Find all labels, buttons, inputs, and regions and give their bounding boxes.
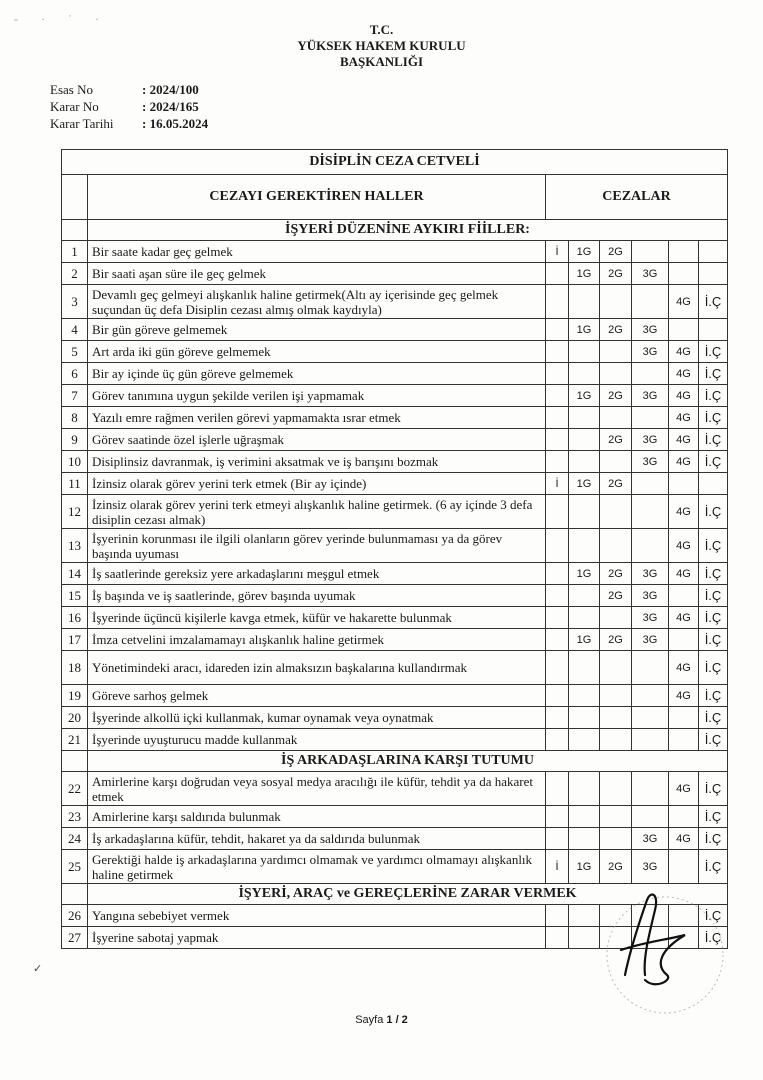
offense-description: İş arkadaşlarına küfür, tehdit, hakaret ya da saldırıda bulunmak — [88, 828, 546, 850]
penalty-cell: 2G — [600, 473, 632, 495]
offense-description: Yazılı emre rağmen verilen görevi yapmamakta ısrar etmek — [88, 407, 546, 429]
offense-description: İmza cetvelini imzalamamayı alışkanlık haline getirmek — [88, 629, 546, 651]
table-row — [62, 407, 728, 429]
penalty-cell: 1G — [569, 473, 600, 495]
penalty-cell: 4G — [669, 341, 699, 363]
table-row — [62, 905, 728, 927]
table-row — [62, 927, 728, 949]
penalty-cell — [632, 772, 669, 806]
penalty-cell: İ.Ç — [699, 927, 728, 949]
penalty-cell: İ — [546, 241, 569, 263]
table-row — [62, 385, 728, 407]
offense-description: İşyerinde üçüncü kişilerle kavga etmek, küfür ve hakarette bulunmak — [88, 607, 546, 629]
table-row — [62, 429, 728, 451]
penalty-cell: İ.Ç — [699, 850, 728, 884]
penalty-cell — [600, 772, 632, 806]
penalty-cell — [569, 585, 600, 607]
offense-description: İzinsiz olarak görev yerini terk etmek (Bir ay içinde) — [88, 473, 546, 495]
table-row — [62, 629, 728, 651]
offense-description: Bir saate kadar geç gelmek — [88, 241, 546, 263]
penalty-cell: 3G — [632, 319, 669, 341]
row-number: 3 — [62, 285, 88, 319]
penalty-cell — [546, 563, 569, 585]
row-number: 27 — [62, 927, 88, 949]
section-row — [62, 751, 728, 772]
penalty-cell — [632, 241, 669, 263]
document-header — [0, 22, 763, 70]
row-number: 11 — [62, 473, 88, 495]
row-number: 25 — [62, 850, 88, 884]
section-blank-cell — [62, 751, 88, 772]
penalty-cell: 3G — [632, 341, 669, 363]
penalty-cell — [669, 319, 699, 341]
penalty-cell: 4G — [669, 407, 699, 429]
penalty-cell — [669, 585, 699, 607]
penalty-cell: İ.Ç — [699, 828, 728, 850]
section-row — [62, 884, 728, 905]
penalty-cell: 4G — [669, 385, 699, 407]
penalty-cell: 4G — [669, 651, 699, 685]
penalty-cell: İ.Ç — [699, 905, 728, 927]
page-number: 1 / 2 — [386, 1014, 408, 1026]
column-header-penalties: CEZALAR — [546, 175, 728, 220]
penalty-cell — [600, 685, 632, 707]
row-number: 23 — [62, 806, 88, 828]
offense-description: Yangına sebebiyet vermek — [88, 905, 546, 927]
offense-description: Gerektiği halde iş arkadaşlarına yardımcı olmamak ve yardımcı olmamayı alışkanlık haline getirmek — [88, 850, 546, 884]
offense-description: İşyerinde uyuşturucu madde kullanmak — [88, 729, 546, 751]
penalty-cell — [669, 850, 699, 884]
offense-description: İşyerinde alkollü içki kullanmak, kumar oynamak veya oynatmak — [88, 707, 546, 729]
penalty-cell: İ.Ç — [699, 385, 728, 407]
penalty-cell — [632, 473, 669, 495]
header-line-1: T.C. — [369, 22, 394, 37]
row-number: 18 — [62, 651, 88, 685]
offense-description: İşyerinin korunması ile ilgili olanların görev yerinde bulunmaması ya da görev başında uyuması — [88, 529, 546, 563]
offense-description: Bir ay içinde üç gün göreve gelmemek — [88, 363, 546, 385]
penalty-cell — [546, 806, 569, 828]
penalty-cell — [546, 363, 569, 385]
penalty-cell — [569, 429, 600, 451]
case-info-row — [50, 115, 208, 132]
table-row — [62, 451, 728, 473]
penalty-cell — [600, 529, 632, 563]
penalty-cell — [632, 806, 669, 828]
offense-description: Art arda iki gün göreve gelmemek — [88, 341, 546, 363]
penalty-cell — [699, 473, 728, 495]
row-number: 26 — [62, 905, 88, 927]
offense-description: İş başında ve iş saatlerinde, görev başında uyumak — [88, 585, 546, 607]
penalty-cell: İ.Ç — [699, 651, 728, 685]
case-info-value: : 2024/100 — [142, 82, 199, 97]
penalty-cell: İ.Ç — [699, 772, 728, 806]
offense-description: Görev saatinde özel işlerle uğraşmak — [88, 429, 546, 451]
penalty-cell — [546, 341, 569, 363]
penalty-cell: 3G — [632, 629, 669, 651]
penalty-cell: 4G — [669, 451, 699, 473]
table-row — [62, 806, 728, 828]
penalty-cell — [632, 729, 669, 751]
offense-description: Amirlerine karşı saldırıda bulunmak — [88, 806, 546, 828]
offense-description: Görev tanımına uygun şekilde verilen işi yapmamak — [88, 385, 546, 407]
penalty-cell — [569, 772, 600, 806]
table-row — [62, 529, 728, 563]
penalty-cell — [546, 585, 569, 607]
penalty-cell — [546, 529, 569, 563]
penalty-cell — [669, 905, 699, 927]
penalty-cell: 2G — [600, 629, 632, 651]
penalty-cell: İ.Ç — [699, 707, 728, 729]
table-title-row — [62, 150, 728, 175]
penalty-cell: İ.Ç — [699, 806, 728, 828]
row-number: 16 — [62, 607, 88, 629]
row-number: 15 — [62, 585, 88, 607]
row-number: 10 — [62, 451, 88, 473]
penalty-cell — [632, 529, 669, 563]
row-number: 21 — [62, 729, 88, 751]
penalty-cell: 3G — [632, 607, 669, 629]
penalty-cell: İ.Ç — [699, 451, 728, 473]
footer-prefix: Sayfa — [355, 1014, 387, 1026]
row-number: 6 — [62, 363, 88, 385]
row-number: 12 — [62, 495, 88, 529]
offense-description: İşyerine sabotaj yapmak — [88, 927, 546, 949]
penalty-cell: 3G — [632, 850, 669, 884]
penalty-cell: İ.Ç — [699, 285, 728, 319]
penalty-cell — [569, 651, 600, 685]
penalty-cell — [546, 285, 569, 319]
penalty-cell — [546, 319, 569, 341]
penalty-cell — [600, 285, 632, 319]
table-row — [62, 607, 728, 629]
table-row — [62, 651, 728, 685]
penalty-cell — [546, 772, 569, 806]
penalty-cell: 4G — [669, 772, 699, 806]
penalty-cell — [632, 927, 669, 949]
table-row — [62, 729, 728, 751]
penalty-cell: 3G — [632, 263, 669, 285]
offense-description: Devamlı geç gelmeyi alışkanlık haline getirmek(Altı ay içerisinde geç gelmek suçundan üç defa Disiplin cezası almış olmak kaydıyla) — [88, 285, 546, 319]
penalty-cell: 3G — [632, 385, 669, 407]
penalty-cell: 2G — [600, 241, 632, 263]
section-title: İŞYERİ DÜZENİNE AYKIRI FİİLLER: — [88, 220, 728, 241]
penalty-cell — [546, 451, 569, 473]
penalty-cell — [569, 905, 600, 927]
penalty-cell — [569, 407, 600, 429]
penalty-cell — [600, 927, 632, 949]
row-number: 24 — [62, 828, 88, 850]
section-blank-cell — [62, 884, 88, 905]
penalty-cell: 1G — [569, 385, 600, 407]
penalty-cell: 3G — [632, 563, 669, 585]
case-info — [50, 81, 208, 132]
penalty-cell: İ.Ç — [699, 685, 728, 707]
offense-description: Bir saati aşan süre ile geç gelmek — [88, 263, 546, 285]
section-title: İŞYERİ, ARAÇ ve GEREÇLERİNE ZARAR VERMEK — [88, 884, 728, 905]
offense-description: İş saatlerinde gereksiz yere arkadaşlarını meşgul etmek — [88, 563, 546, 585]
penalty-cell: İ.Ç — [699, 363, 728, 385]
penalty-cell: 4G — [669, 563, 699, 585]
penalty-cell: 2G — [600, 385, 632, 407]
row-number: 17 — [62, 629, 88, 651]
row-number: 20 — [62, 707, 88, 729]
penalty-cell — [600, 707, 632, 729]
row-number: 8 — [62, 407, 88, 429]
penalty-cell — [546, 607, 569, 629]
table-row — [62, 495, 728, 529]
penalty-cell: 4G — [669, 363, 699, 385]
penalty-cell — [569, 729, 600, 751]
penalty-cell: İ.Ç — [699, 429, 728, 451]
row-number: 9 — [62, 429, 88, 451]
row-number: 2 — [62, 263, 88, 285]
penalty-cell — [632, 707, 669, 729]
penalty-cell — [569, 685, 600, 707]
table-row — [62, 473, 728, 495]
table-row — [62, 319, 728, 341]
offense-description: Yönetimindeki aracı, idareden izin almaksızın başkalarına kullandırmak — [88, 651, 546, 685]
penalty-cell — [600, 651, 632, 685]
penalty-cell — [699, 319, 728, 341]
penalty-cell — [600, 451, 632, 473]
case-info-label: Karar No — [50, 99, 99, 114]
penalty-cell: 1G — [569, 319, 600, 341]
penalty-cell: İ.Ç — [699, 341, 728, 363]
penalty-cell: İ.Ç — [699, 629, 728, 651]
penalty-cell: İ — [546, 473, 569, 495]
table-row — [62, 341, 728, 363]
penalty-cell — [546, 651, 569, 685]
penalty-cell: 3G — [632, 585, 669, 607]
penalty-cell: İ.Ç — [699, 407, 728, 429]
penalty-table — [61, 149, 728, 949]
row-number: 7 — [62, 385, 88, 407]
section-blank-cell — [62, 220, 88, 241]
penalty-cell — [600, 828, 632, 850]
penalty-cell: 3G — [632, 451, 669, 473]
row-number: 19 — [62, 685, 88, 707]
penalty-cell — [600, 729, 632, 751]
penalty-cell: İ.Ç — [699, 585, 728, 607]
penalty-cell: 4G — [669, 285, 699, 319]
penalty-cell — [600, 607, 632, 629]
penalty-cell — [632, 285, 669, 319]
penalty-cell: İ.Ç — [699, 729, 728, 751]
penalty-cell: İ.Ç — [699, 495, 728, 529]
penalty-cell — [546, 828, 569, 850]
case-info-row — [50, 81, 208, 98]
row-number: 1 — [62, 241, 88, 263]
penalty-cell — [546, 429, 569, 451]
penalty-cell — [669, 263, 699, 285]
penalty-cell — [546, 905, 569, 927]
penalty-cell: 2G — [600, 263, 632, 285]
row-number: 13 — [62, 529, 88, 563]
penalty-cell — [632, 407, 669, 429]
penalty-cell: 1G — [569, 241, 600, 263]
table-row — [62, 772, 728, 806]
offense-description: Bir gün göreve gelmemek — [88, 319, 546, 341]
penalty-cell — [569, 806, 600, 828]
table-row — [62, 585, 728, 607]
penalty-cell: 3G — [632, 429, 669, 451]
penalty-cell — [600, 806, 632, 828]
penalty-cell — [699, 241, 728, 263]
penalty-cell — [669, 629, 699, 651]
penalty-cell: 4G — [669, 529, 699, 563]
penalty-cell — [669, 729, 699, 751]
row-number: 14 — [62, 563, 88, 585]
penalty-cell — [699, 263, 728, 285]
penalty-cell — [569, 927, 600, 949]
penalty-cell — [600, 495, 632, 529]
table-row — [62, 828, 728, 850]
penalty-cell: İ.Ç — [699, 529, 728, 563]
penalty-cell — [569, 285, 600, 319]
table-row — [62, 707, 728, 729]
penalty-cell — [546, 407, 569, 429]
penalty-cell — [569, 707, 600, 729]
penalty-cell — [632, 651, 669, 685]
penalty-cell: 1G — [569, 629, 600, 651]
column-header-cases: CEZAYI GEREKTİREN HALLER — [88, 175, 546, 220]
case-info-value: : 16.05.2024 — [142, 116, 209, 131]
penalty-cell — [632, 495, 669, 529]
row-number: 22 — [62, 772, 88, 806]
penalty-cell: İ.Ç — [699, 607, 728, 629]
table-row — [62, 685, 728, 707]
penalty-cell — [546, 927, 569, 949]
header-blank-cell — [62, 175, 88, 220]
penalty-cell — [546, 729, 569, 751]
penalty-cell: 2G — [600, 429, 632, 451]
case-info-label: Karar Tarihi — [50, 116, 114, 131]
header-line-3: BAŞKANLIĞI — [339, 54, 424, 69]
penalty-cell — [600, 341, 632, 363]
penalty-cell — [569, 529, 600, 563]
penalty-cell — [546, 707, 569, 729]
penalty-cell: 4G — [669, 685, 699, 707]
penalty-cell — [569, 451, 600, 473]
case-info-label: Esas No — [50, 82, 93, 97]
penalty-cell: 1G — [569, 850, 600, 884]
penalty-cell — [546, 263, 569, 285]
margin-tick-mark: ✓ — [33, 963, 43, 975]
penalty-cell — [600, 905, 632, 927]
table-row — [62, 850, 728, 884]
penalty-cell: 2G — [600, 850, 632, 884]
penalty-cell: 2G — [600, 563, 632, 585]
penalty-cell: 4G — [669, 429, 699, 451]
penalty-cell: İ — [546, 850, 569, 884]
penalty-cell — [600, 363, 632, 385]
penalty-cell — [600, 407, 632, 429]
penalty-cell — [669, 927, 699, 949]
offense-description: Göreve sarhoş gelmek — [88, 685, 546, 707]
row-number: 5 — [62, 341, 88, 363]
penalty-cell — [669, 473, 699, 495]
penalty-cell — [569, 828, 600, 850]
table-header-row — [62, 175, 728, 220]
penalty-cell — [669, 707, 699, 729]
penalty-cell — [669, 241, 699, 263]
header-line-2: YÜKSEK HAKEM KURULU — [297, 38, 466, 53]
offense-description: Disiplinsiz davranmak, iş verimini aksatmak ve iş barışını bozmak — [88, 451, 546, 473]
penalty-cell — [669, 806, 699, 828]
penalty-cell: 1G — [569, 263, 600, 285]
penalty-cell: 4G — [669, 495, 699, 529]
penalty-cell — [546, 685, 569, 707]
section-row — [62, 220, 728, 241]
page-footer — [0, 1014, 763, 1026]
penalty-cell — [632, 905, 669, 927]
penalty-cell: 1G — [569, 563, 600, 585]
row-number: 4 — [62, 319, 88, 341]
penalty-cell — [569, 363, 600, 385]
penalty-cell: 4G — [669, 828, 699, 850]
table-row — [62, 563, 728, 585]
penalty-cell — [569, 607, 600, 629]
case-info-row — [50, 98, 208, 115]
offense-description: İzinsiz olarak görev yerini terk etmeyi alışkanlık haline getirmek. (6 ay içinde 3 defa disiplin cezası almak) — [88, 495, 546, 529]
penalty-cell — [632, 363, 669, 385]
table-row — [62, 241, 728, 263]
penalty-cell: 2G — [600, 585, 632, 607]
table-row — [62, 363, 728, 385]
table-row — [62, 285, 728, 319]
corner-marks: - · ˙ · — [14, 12, 109, 26]
penalty-cell — [632, 685, 669, 707]
table-title: DİSİPLİN CEZA CETVELİ — [62, 150, 728, 175]
penalty-cell — [569, 495, 600, 529]
penalty-cell — [546, 629, 569, 651]
penalty-cell: 3G — [632, 828, 669, 850]
penalty-cell: İ.Ç — [699, 563, 728, 585]
penalty-cell: 4G — [669, 607, 699, 629]
offense-description: Amirlerine karşı doğrudan veya sosyal medya aracılığı ile küfür, tehdit ya da hakaret etmek — [88, 772, 546, 806]
penalty-cell: 2G — [600, 319, 632, 341]
section-title: İŞ ARKADAŞLARINA KARŞI TUTUMU — [88, 751, 728, 772]
table-row — [62, 263, 728, 285]
penalty-cell — [546, 495, 569, 529]
case-info-value: : 2024/165 — [142, 99, 199, 114]
penalty-cell — [546, 385, 569, 407]
penalty-cell — [569, 341, 600, 363]
